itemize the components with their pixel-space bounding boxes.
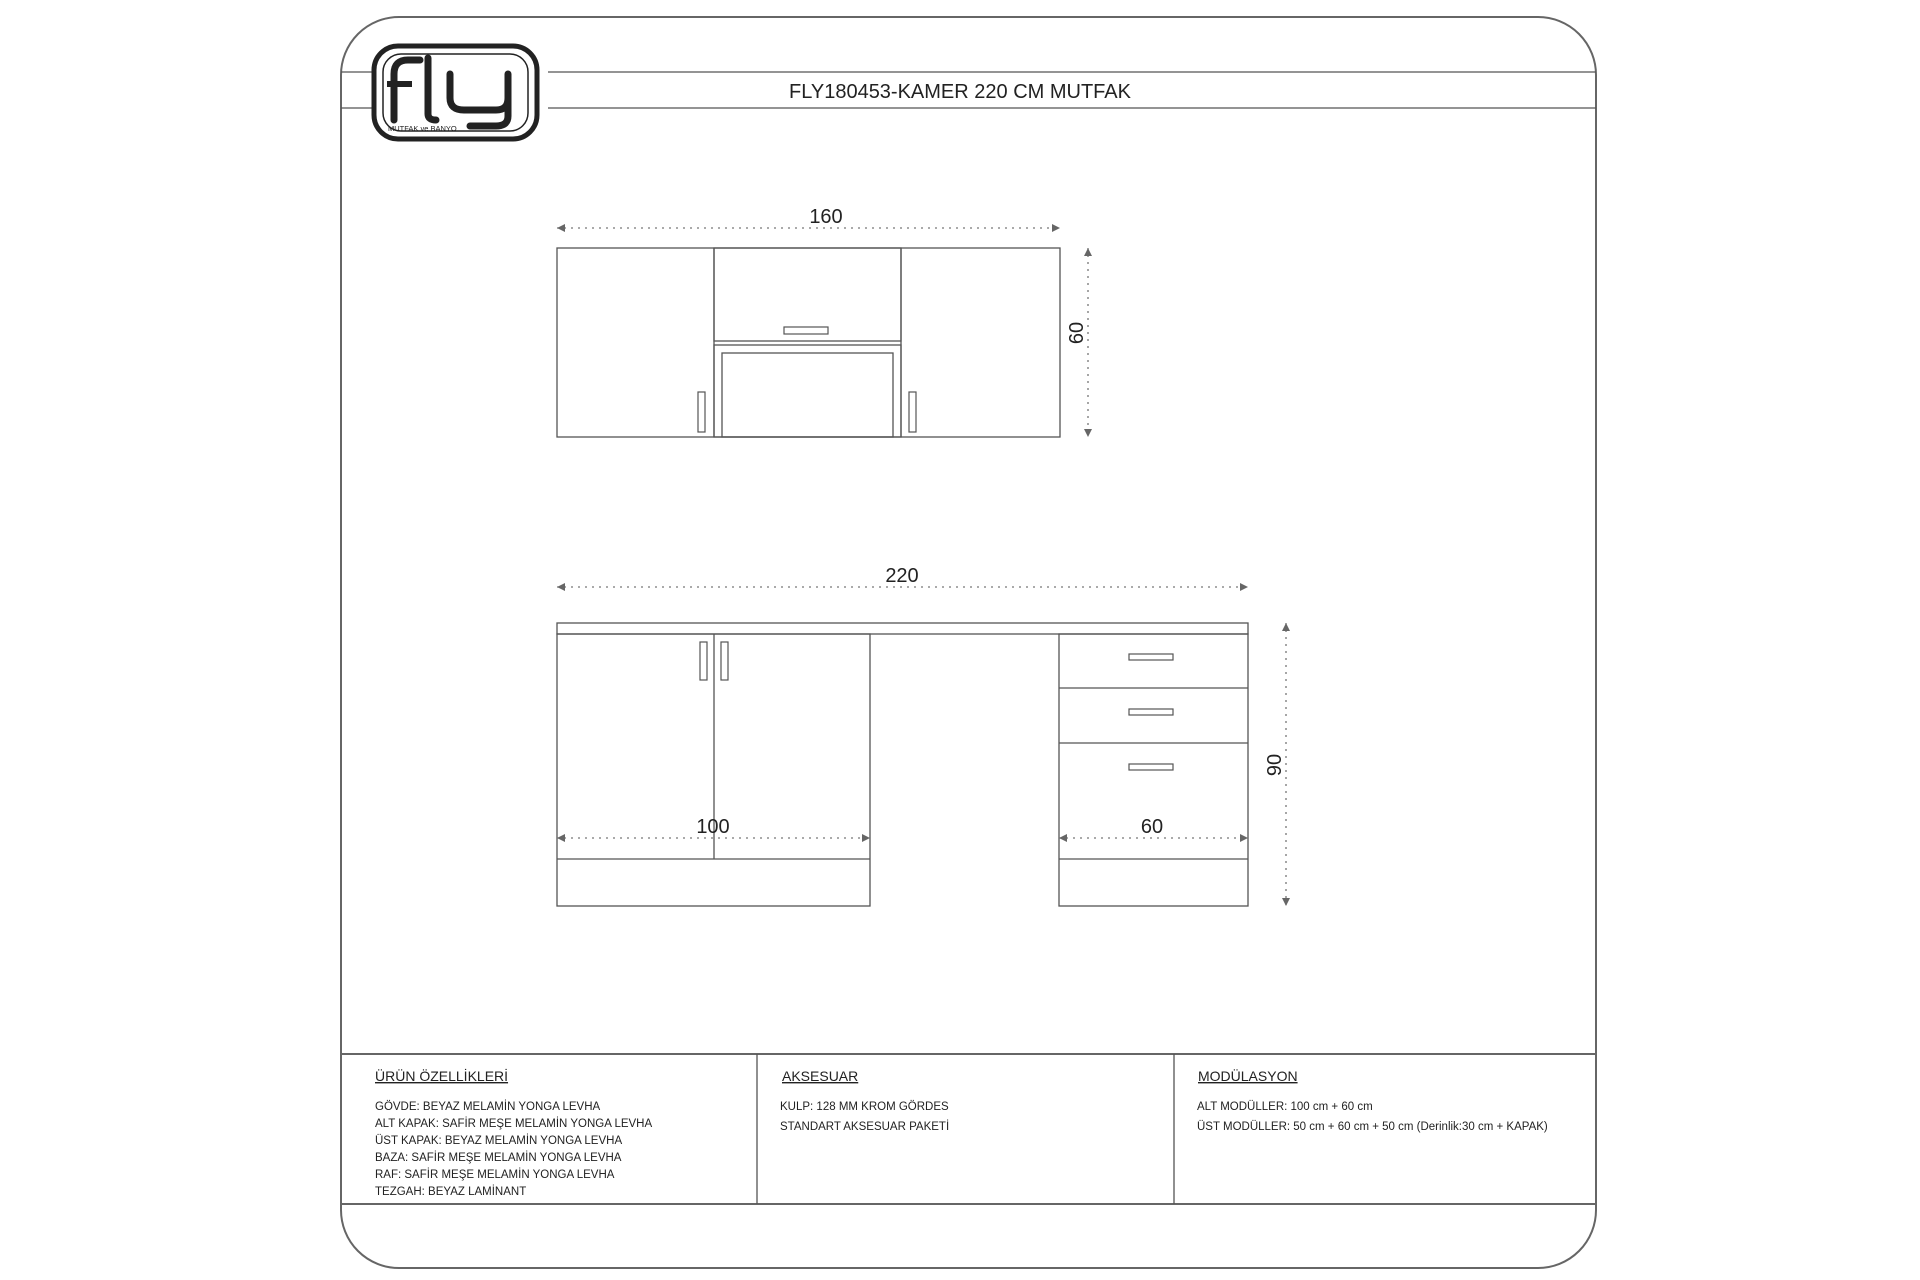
spec-line: ÜST MODÜLLER: 50 cm + 60 cm + 50 cm (Derinlik:30 cm + KAPAK) <box>1197 1121 1548 1133</box>
left-door-handle-icon <box>698 392 705 432</box>
spec-line: TEZGAH: BEYAZ LAMİNANT <box>375 1186 527 1198</box>
drawer-1-handle-icon <box>1129 654 1173 660</box>
upper-cabinet <box>557 206 1092 437</box>
product-features-heading: ÜRÜN ÖZELLİKLERİ <box>375 1068 509 1084</box>
drawer-3-handle-icon <box>1129 764 1173 770</box>
accessories-heading: AKSESUAR <box>782 1068 859 1084</box>
left-module-handle-1-icon <box>700 642 707 680</box>
lower-width-label: 220 <box>885 565 919 587</box>
spec-line: ÜST KAPAK: BEYAZ MELAMİN YONGA LEVHA <box>375 1135 623 1147</box>
drawing-title: FLY180453-KAMER 220 CM MUTFAK <box>789 81 1131 103</box>
countertop <box>557 623 1248 634</box>
sheet-frame <box>341 17 1596 1268</box>
spec-line: GÖVDE: BEYAZ MELAMİN YONGA LEVHA <box>375 1101 601 1113</box>
upper-height-label: 60 <box>1066 321 1088 345</box>
upper-width-label: 160 <box>809 206 843 228</box>
spec-line: ALT MODÜLLER: 100 cm + 60 cm <box>1197 1101 1373 1113</box>
spec-line: ALT KAPAK: SAFİR MEŞE MELAMİN YONGA LEVHA <box>375 1118 653 1130</box>
right-door-handle-icon <box>909 392 916 432</box>
logo-subtitle: MUTFAK ve BANYO <box>388 124 457 133</box>
open-shelf-niche <box>714 345 901 437</box>
upper-cabinet-body <box>557 248 1060 437</box>
fly-logo <box>374 46 537 139</box>
spec-line: KULP: 128 MM KROM GÖRDES <box>780 1101 949 1113</box>
drawer-2-handle-icon <box>1129 709 1173 715</box>
lower-height-label: 90 <box>1264 753 1286 777</box>
modulation-heading: MODÜLASYON <box>1198 1068 1298 1084</box>
left-module-width-label: 100 <box>696 816 730 838</box>
lower-cabinets <box>557 565 1290 906</box>
flap-handle-icon <box>784 327 828 334</box>
spec-line: BAZA: SAFİR MEŞE MELAMİN YONGA LEVHA <box>375 1152 622 1164</box>
spec-table <box>341 1054 1596 1204</box>
spec-line: RAF: SAFİR MEŞE MELAMİN YONGA LEVHA <box>375 1169 615 1181</box>
left-module-handle-2-icon <box>721 642 728 680</box>
spec-line: STANDART AKSESUAR PAKETİ <box>780 1121 950 1133</box>
right-module-width-label: 60 <box>1140 816 1164 838</box>
